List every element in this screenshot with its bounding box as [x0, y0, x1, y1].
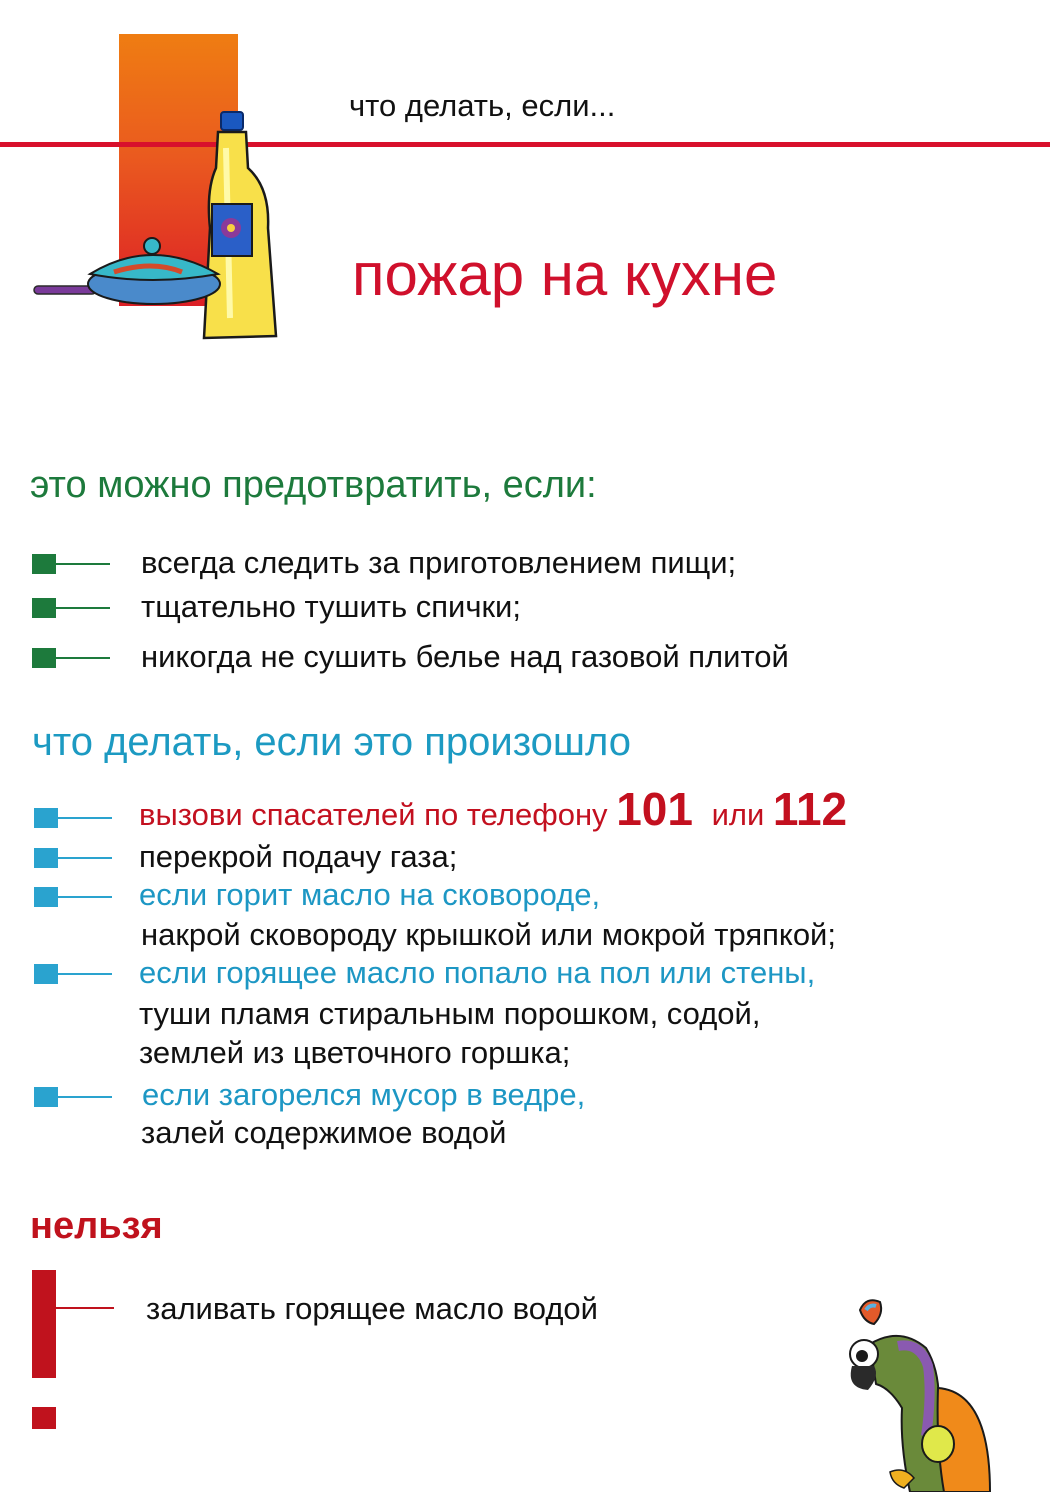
call-text: вызови спасателей по телефону [139, 797, 608, 832]
bullet-line [56, 563, 110, 565]
frying-pan-icon [32, 234, 222, 310]
bullet-line [58, 896, 112, 898]
bullet-line [56, 657, 110, 659]
forbidden-heading: нельзя [30, 1205, 163, 1247]
actions-heading: что делать, если это произошло [32, 720, 631, 764]
green-bullet [32, 648, 56, 668]
action-text: залей содержимое водой [141, 1115, 507, 1150]
exclamation-bar-icon [32, 1270, 56, 1378]
action-text: землей из цветочного горшка; [139, 1035, 571, 1070]
exclamation-dot-icon [32, 1407, 56, 1429]
bullet-line [58, 973, 112, 975]
parrot-mascot-icon [840, 1296, 1040, 1492]
action-text: накрой сковороду крышкой или мокрой тряпкой; [141, 917, 836, 952]
cyan-bullet [34, 887, 58, 907]
cyan-bullet [34, 848, 58, 868]
emergency-call-line [139, 782, 847, 836]
cyan-bullet [34, 964, 58, 984]
or-text: или [711, 797, 765, 832]
green-bullet [32, 554, 56, 574]
cyan-bullet [34, 808, 58, 828]
header-kicker: что делать, если... [349, 88, 616, 123]
list-item: заливать горящее масло водой [146, 1291, 598, 1326]
header-rule [0, 142, 1050, 147]
phone-101: 101 [616, 783, 693, 835]
bullet-line [56, 607, 110, 609]
bullet-line [56, 1307, 114, 1309]
bullet-line [58, 857, 112, 859]
list-item: перекрой подачу газа; [139, 839, 458, 874]
list-item: тщательно тушить спички; [141, 589, 521, 624]
bullet-line [58, 1096, 112, 1098]
action-text: туши пламя стиральным порошком, содой, [139, 996, 761, 1031]
list-item: всегда следить за приготовлением пищи; [141, 545, 737, 580]
condition-text: если загорелся мусор в ведре, [142, 1077, 586, 1112]
cyan-bullet [34, 1087, 58, 1107]
green-bullet [32, 598, 56, 618]
condition-text: если горящее масло попало на пол или стены, [139, 955, 816, 990]
phone-112: 112 [772, 783, 848, 835]
list-item: никогда не сушить белье над газовой плитой [141, 639, 789, 674]
condition-text: если горит масло на сковороде, [139, 877, 601, 912]
bullet-line [58, 817, 112, 819]
prevent-heading: это можно предотвратить, если: [30, 464, 597, 506]
page-title: пожар на кухне [352, 241, 778, 308]
